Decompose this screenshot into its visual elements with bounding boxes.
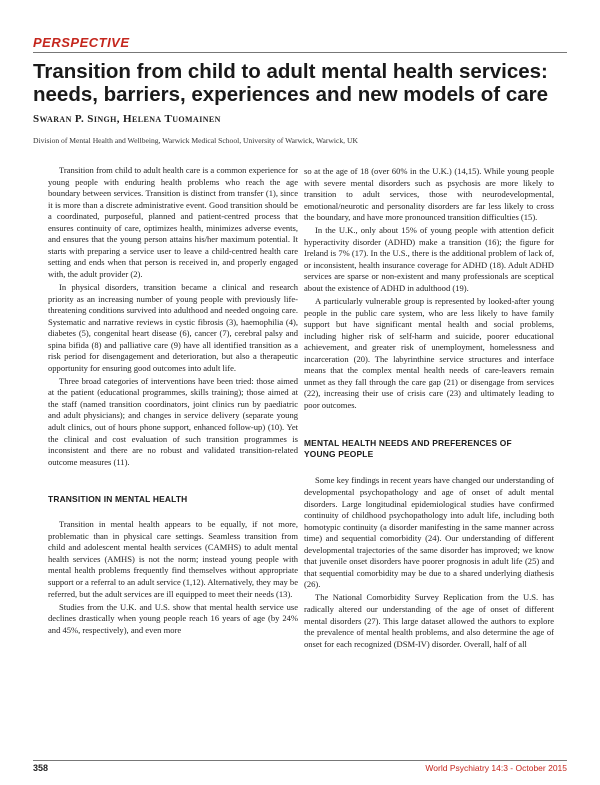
paragraph: In the U.K., only about 15% of young people with attention deficit hyperactivity disorder (ADHD) make a transition (16); the figure for Ireland is 7% (17). In the U.S., there is the additional problem of lack of, or inconsistent, health insurance coverage for ADHD (18). Adult ADHD services are sparse or non-existent and many professionals are sceptical about the existence of ADHD in adulthood (19). <box>304 225 554 293</box>
paragraph: Transition in mental health appears to be equally, if not more, problematic than in physical care settings. Seamless transition from child and adolescent mental health services (CAMHS) to adult mental health services (AMHS) is not the norm; instead young people with mental health problems frequently find themselves without appropriate support or a referral to an adult service (1,12). Alternatively, they may be referred, but the adult services are ill equipped to meet their needs (13). <box>48 519 298 599</box>
paragraph: so at the age of 18 (over 60% in the U.K.) (14,15). While young people with severe mental disorders such as psychosis are more likely to transition to adult services, those with neurodevelopmental, emotional/neurotic and personality disorders are far less likely to cross the boundary, and have more pronounced transition difficulties (15). <box>304 166 554 223</box>
title-line-2: needs, barriers, experiences and new models of care <box>33 83 549 106</box>
paragraph: A particularly vulnerable group is represented by looked-after young people in the public care system, who are less likely to have family support but have significant mental health and social problems, including higher risk of self-harm and suicide, poorer educational achievement, and greater risk of unemployment, homelessness and incarceration (20). The labyrinthine service structures and interface means that the complex mental health needs of care-leavers remain unmet as they fall through the care gap (21) or disengage from services (22), increasing their use of crisis care (23) and ultimately leading to poor outcomes. <box>304 296 554 410</box>
affiliation: Division of Mental Health and Wellbeing, Warwick Medical School, University of Warwick, Warwick, UK <box>33 136 358 145</box>
paragraph: Three broad categories of interventions have been tried: those aimed at the patient (educational programmes, skills training); those aimed at the staff (named transition coordinators, joint clinics run by paediatric and adult physicians); and changes in service delivery (separate young adult clinics, out of hours phone support, enhanced follow-up) (10). Yet the clinical and cost evaluation of such transition programmes is inconsistent and there are no robust and validated transition-related outcome measures (11). <box>48 375 298 467</box>
footer-divider <box>33 760 567 761</box>
title-line-1: Transition from child to adult mental health services: <box>33 60 548 83</box>
page-number: 358 <box>33 763 49 773</box>
section-label: PERSPECTIVE <box>33 35 130 50</box>
right-column <box>304 166 554 652</box>
paragraph: In physical disorders, transition became a clinical and research priority as an increasing number of young people with previously life-threatening conditions survived into adulthood and needed ongoing care. Systematic and narrative reviews in cystic fibrosis (3), haemophilia (4), diabetes (5), congenital heart disease (6), cancer (7), cerebral palsy and spina bifida (8) and palliative care (9) have all identified transition as a risk period for disengagement and deterioration, but also a therapeutic opportunity for ensuring good outcomes into adult life. <box>48 281 298 373</box>
paragraph: Some key findings in recent years have changed our understanding of developmental psychopathology and age of onset of adult mental disorders. Large longitudinal epidemiological studies have confirmed continuity of childhood psychopathology into adult life, including both homotypic continuity (a disorder manifesting in the same manner across time) and sequential comorbidity (24). Our understanding of different developmental trajectories of the same disorder has improved; we know that juvenile onset disorders have poorer prognosis in adult life (25) and that sequential comorbidity may be due to a shared underlying diathesis (26). <box>304 475 554 590</box>
authors: Swaran P. Singh, Helena Tuomainen <box>33 113 221 125</box>
paragraph: The National Comorbidity Survey Replication from the U.S. has radically altered our understanding of the age of onset of different mental disorders (27). This large dataset allowed the authors to explore the prevalence of mental health problems, and also determine the age of onset for each recognized (DSM-IV) disorder. Overall, half of all <box>304 592 554 649</box>
heading-line-2: YOUNG PEOPLE <box>304 449 374 460</box>
article-title <box>33 60 573 106</box>
header-divider <box>33 52 567 53</box>
section-heading-transition: TRANSITION IN MENTAL HEALTH <box>48 494 188 505</box>
paragraph: Transition from child to adult health care is a common experience for young people with enduring health problems who reach the age boundary between services. Transition is distinct from transfer (1), since it is more than a discrete administrative event. Good transition should be a coordinated, purposeful, planned and patient-centred process that ensures continuity of care, optimizes health, minimizes adverse events, and ensures that the young person attains his/her maximum potential. It starts with preparing a service user to leave a child-centred health care setting and ends when that person is received in, and properly engaged with, the adult provider (2). <box>48 165 298 279</box>
paragraph: Studies from the U.K. and U.S. show that mental health service use declines drastically when young people reach 16 years of age (by 24% and 45%, respectively), and even more <box>48 601 298 635</box>
section-heading-needs <box>304 438 554 460</box>
left-column <box>48 165 298 638</box>
journal-citation: World Psychiatry 14:3 - October 2015 <box>425 763 567 773</box>
heading-line-1: MENTAL HEALTH NEEDS AND PREFERENCES OF <box>304 438 512 449</box>
